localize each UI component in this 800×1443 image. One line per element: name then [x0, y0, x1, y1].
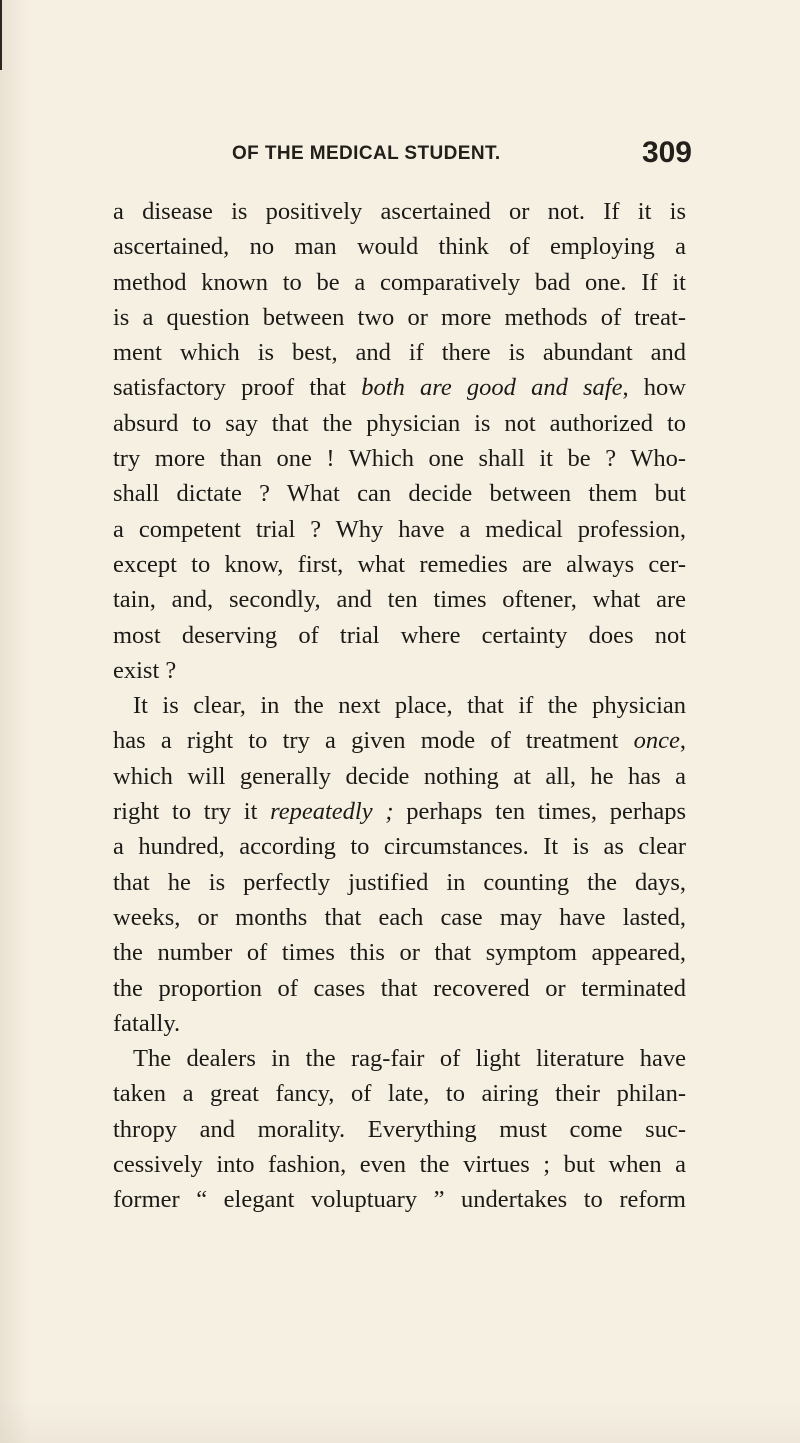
- text-line: The dealers in the rag-fair of light literature have: [133, 1045, 686, 1073]
- text-line: most deserving of trial where certainty does not: [113, 621, 686, 649]
- text-line: weeks, or months that each case may have lasted,: [113, 903, 686, 931]
- text-line: except to know, first, what remedies are always cer-: [113, 550, 686, 578]
- text-line: the number of times this or that symptom appeared,: [113, 939, 686, 967]
- text-line: fatally.: [113, 1009, 181, 1037]
- text-line: cessively into fashion, even the virtues ; but when a: [113, 1151, 686, 1179]
- page-number: 309: [641, 136, 692, 169]
- running-title: OF THE MEDICAL STUDENT.: [232, 143, 501, 164]
- emphasis-text: both are good and safe: [361, 374, 623, 402]
- page-edge-shadow: [0, 0, 2, 70]
- text-line: a disease is positively ascertained or not. If it is: [113, 198, 686, 225]
- text-line: method known to be a comparatively bad one. If it: [113, 268, 686, 296]
- text-line: absurd to say that the physician is not authorized to: [113, 409, 686, 437]
- emphasis-text: repeatedly ;: [270, 798, 394, 826]
- text-line: a competent trial ? Why have a medical profession,: [113, 515, 686, 543]
- text-line: ment which is best, and if there is abundant and: [113, 339, 686, 367]
- text-segment: right to try it: [113, 798, 271, 826]
- text-line: a hundred, according to circumstances. It is as clear: [113, 833, 686, 861]
- text-line: [113, 794, 686, 829]
- text-segment: has a right to try a given mode of treatment: [113, 727, 634, 755]
- text-segment: satisfactory proof that: [113, 374, 362, 402]
- text-line: that he is perfectly justified in counting the days,: [113, 868, 686, 896]
- text-line: taken a great fancy, of late, to airing their philan-: [113, 1080, 686, 1108]
- text-line: is a question between two or more methods of treat-: [113, 303, 686, 331]
- text-segment: ,: [679, 727, 686, 755]
- running-head: [0, 137, 800, 171]
- body-text: [113, 194, 686, 1218]
- text-line: try more than one ! Which one shall it be ? Who-: [113, 445, 686, 473]
- emphasis-text: once: [633, 727, 680, 755]
- text-line: ascertained, no man would think of employing a: [113, 233, 686, 261]
- text-line: [113, 723, 686, 758]
- text-segment: , how: [622, 374, 686, 402]
- text-line: [113, 370, 686, 405]
- text-line: It is clear, in the next place, that if the physician: [133, 692, 686, 720]
- text-line: shall dictate ? What can decide between them but: [113, 480, 686, 508]
- text-line: which will generally decide nothing at all, he has a: [113, 762, 686, 790]
- text-line: tain, and, secondly, and ten times oftener, what are: [113, 586, 686, 614]
- text-line: former “ elegant voluptuary ” undertakes to reform: [113, 1186, 686, 1214]
- text-segment: perhaps ten times, perhaps: [393, 798, 686, 826]
- text-line: exist ?: [113, 656, 177, 684]
- text-line: thropy and morality. Everything must come suc-: [113, 1115, 686, 1143]
- text-line: the proportion of cases that recovered or terminated: [113, 974, 686, 1002]
